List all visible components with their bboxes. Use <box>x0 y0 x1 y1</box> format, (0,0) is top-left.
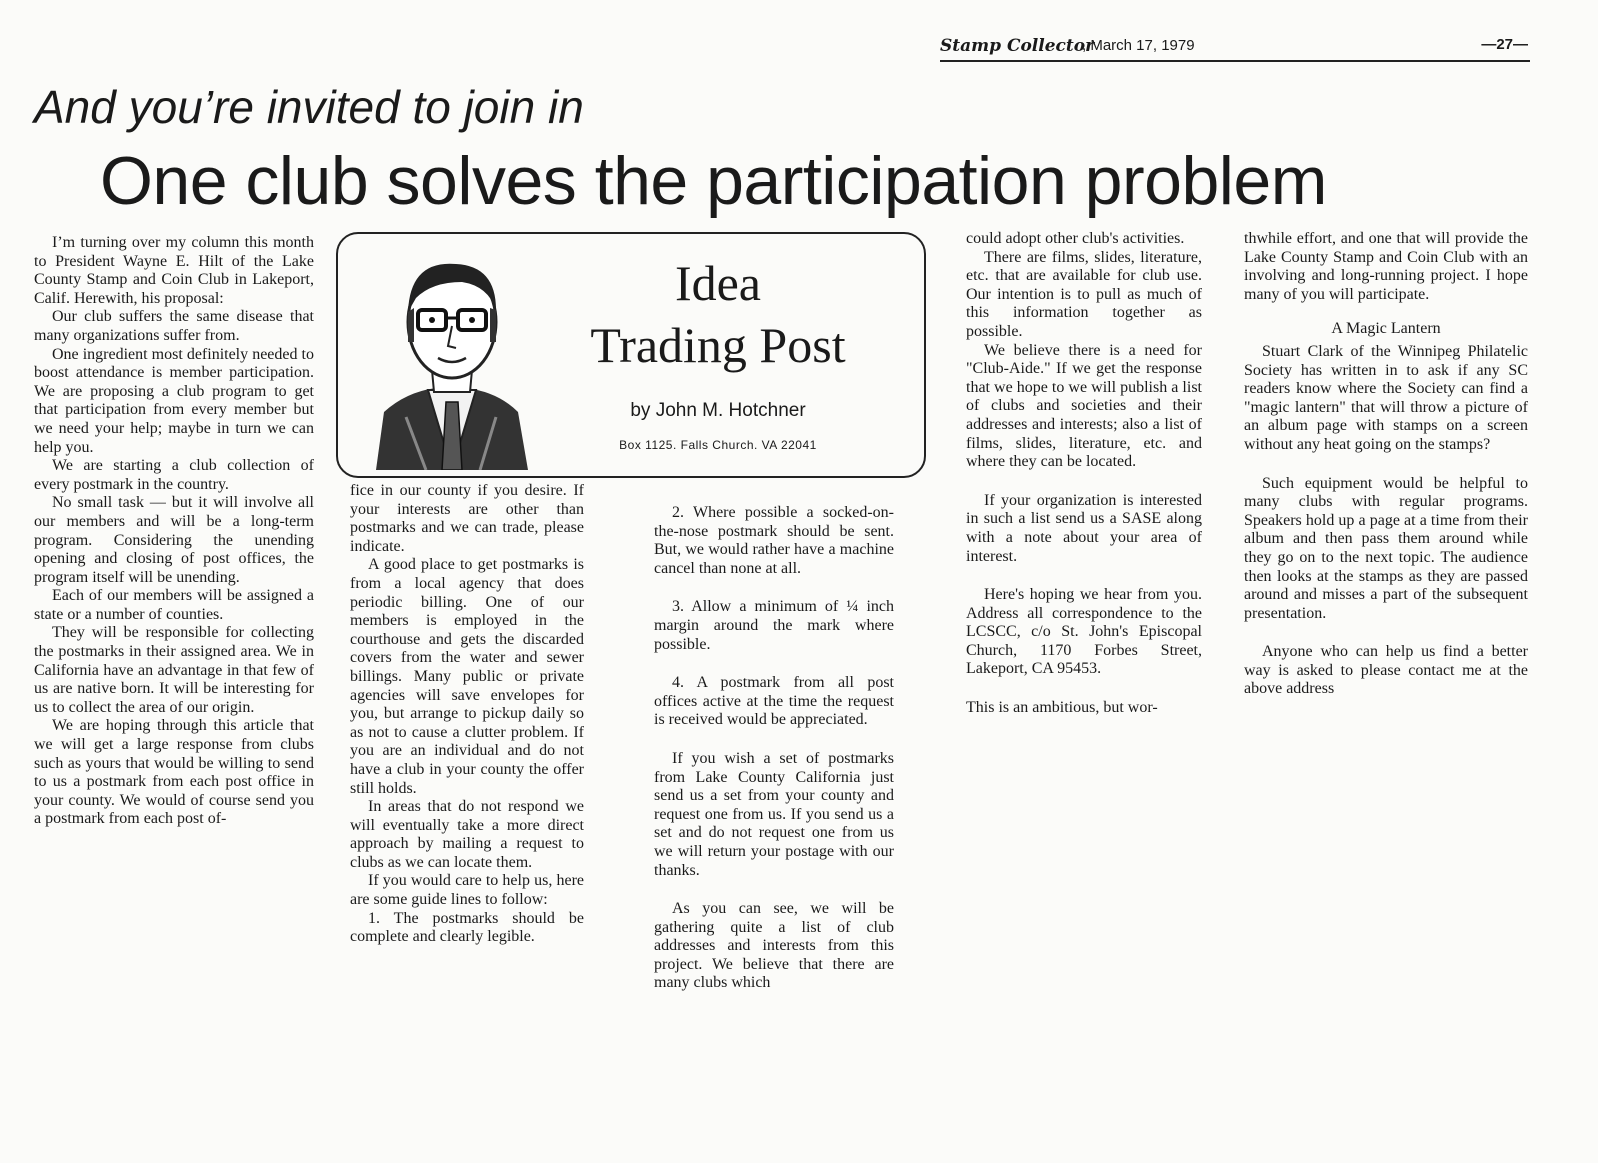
paragraph: As you can see, we will be gathering quite a list of club addresses and interests from this project. We believe that there are many clubs which <box>654 900 894 992</box>
paragraph: Our club suffers the same disease that many organizations suffer from. <box>34 308 314 344</box>
paragraph: They will be responsible for collecting the postmarks in their assigned area. We in California have an advantage in that few of us are native born. It will be interesting for us to collect the area of our origin. <box>34 624 314 716</box>
paragraph: Each of our members will be assigned a state or a number of counties. <box>34 587 314 623</box>
list-item: 4. A postmark from all post offices active at the time the request is received would be appreciated. <box>654 674 894 729</box>
list-item: 2. Where possible a socked-on-the-nose postmark should be sent. But, we would rather have a machine cancel than none at all. <box>654 504 894 577</box>
paragraph: No small task — but it will involve all our members and will be a long-term program. Considering the unending opening and closing of post offices, the program itself will be unending. <box>34 494 314 586</box>
headline: One club solves the participation problem <box>100 143 1327 219</box>
byline: by John M. Hotchner <box>630 400 806 421</box>
paragraph: If you wish a set of postmarks from Lake County California just send us a set from your county and request one from us. If you send us a set and do not request one from us we will return your postage with our thanks. <box>654 749 894 879</box>
paragraph: We are hoping through this article that we will get a large response from clubs such as yours that would be willing to send to us a postmark from each post office in your county. We would of course send you a postmark from each post of- <box>34 717 314 828</box>
paragraph: There are films, slides, literature, etc. that are available for club use. Our intention is to pull as much of this information together as possible. <box>966 248 1202 340</box>
article-column-4 <box>966 230 1202 718</box>
paragraph: could adopt other club's activities. <box>966 230 1185 247</box>
list-item: 1. The postmarks should be complete and clearly legible. <box>350 909 584 946</box>
author-portrait-illustration <box>366 242 536 470</box>
paragraph: Stuart Clark of the Winnipeg Philatelic Society has written in to ask if any SC readers know where the Society can find a "magic lantern" that will throw a picture of an album page with stamps on a screen without any heat going on the stamps? <box>1244 342 1528 453</box>
paragraph: If you would care to help us, here are some guide lines to follow: <box>350 872 584 909</box>
paragraph: In areas that do not respond we will eventually take a more direct approach by mailing a request to clubs as we can locate them. <box>350 798 584 871</box>
paragraph: Anyone who can help us find a better way is asked to please contact me at the above address <box>1244 643 1528 698</box>
publication-name: Stamp Collector <box>940 36 1095 56</box>
subheading: A Magic Lantern <box>1331 320 1441 338</box>
paragraph: Here's hoping we hear from you. Address all correspondence to the LCSCC, c/o St. John's Episcopal Church, 1170 Forbes Street, Lakeport, CA 95453. <box>966 586 1202 678</box>
masthead <box>940 34 1530 62</box>
kicker: And you’re invited to join in <box>34 81 584 133</box>
article-column-1 <box>34 234 314 829</box>
paragraph: This is an ambitious, but wor- <box>966 699 1158 717</box>
page-number: —27— <box>1481 36 1528 53</box>
article-column-5 <box>1244 230 1528 699</box>
article-column-2 <box>350 482 584 947</box>
list-item: 3. Allow a minimum of ¼ inch margin around the mark where possible. <box>654 598 894 653</box>
issue-date: , March 17, 1979 <box>1082 37 1195 54</box>
paragraph: If your organization is interested in such a list send us a SASE along with a note about your area of interest. <box>966 491 1202 565</box>
paragraph: A good place to get postmarks is from a local agency that does periodic billing. One of our members is employed in the courthouse and gets the discarded covers from the water and sewer billings. Many public or private agencies will save envelopes for you, but arrange to pickup daily so as not to cause a clutter problem. If you are an individual and do not have a club in your county the offer still holds. <box>350 556 584 797</box>
column-header-box <box>336 232 926 478</box>
paragraph: I’m turning over my column this month to President Wayne E. Hilt of the Lake County Stamp and Coin Club in Lakeport, Calif. Herewith, his proposal: <box>34 234 314 307</box>
author-address: Box 1125. Falls Church. VA 22041 <box>619 438 817 452</box>
paragraph: fice in our county if you desire. If your interests are other than postmarks and we can trade, please indicate. <box>350 482 584 555</box>
paragraph: One ingredient most definitely needed to boost attendance is member participation. We are proposing a club program to get that participation from every member but we need your help; maybe in turn we can help you. <box>34 345 314 456</box>
article-column-3 <box>654 504 894 993</box>
paragraph: We believe there is a need for "Club-Aide." If we get the response that we hope to we will publish a list of clubs and societies and their addresses and interests; also a list of films, slides, literature, etc. and where they can be located. <box>966 341 1202 471</box>
column-title-line-2: Trading Post <box>590 317 846 373</box>
column-title-line-1: Idea <box>674 255 762 311</box>
paragraph: thwhile effort, and one that will provide the Lake County Stamp and Coin Club with an involving and long-running project. I hope many of you will participate. <box>1244 230 1528 303</box>
paragraph: Such equipment would be helpful to many clubs with regular programs. Speakers hold up a page at a time from their album and then pass them around while they go on to the next topic. The audience then looks at the stamps as they are passed around and misses a part of the subsequent presentation. <box>1244 474 1528 622</box>
paragraph: We are starting a club collection of every postmark in the country. <box>34 457 314 493</box>
